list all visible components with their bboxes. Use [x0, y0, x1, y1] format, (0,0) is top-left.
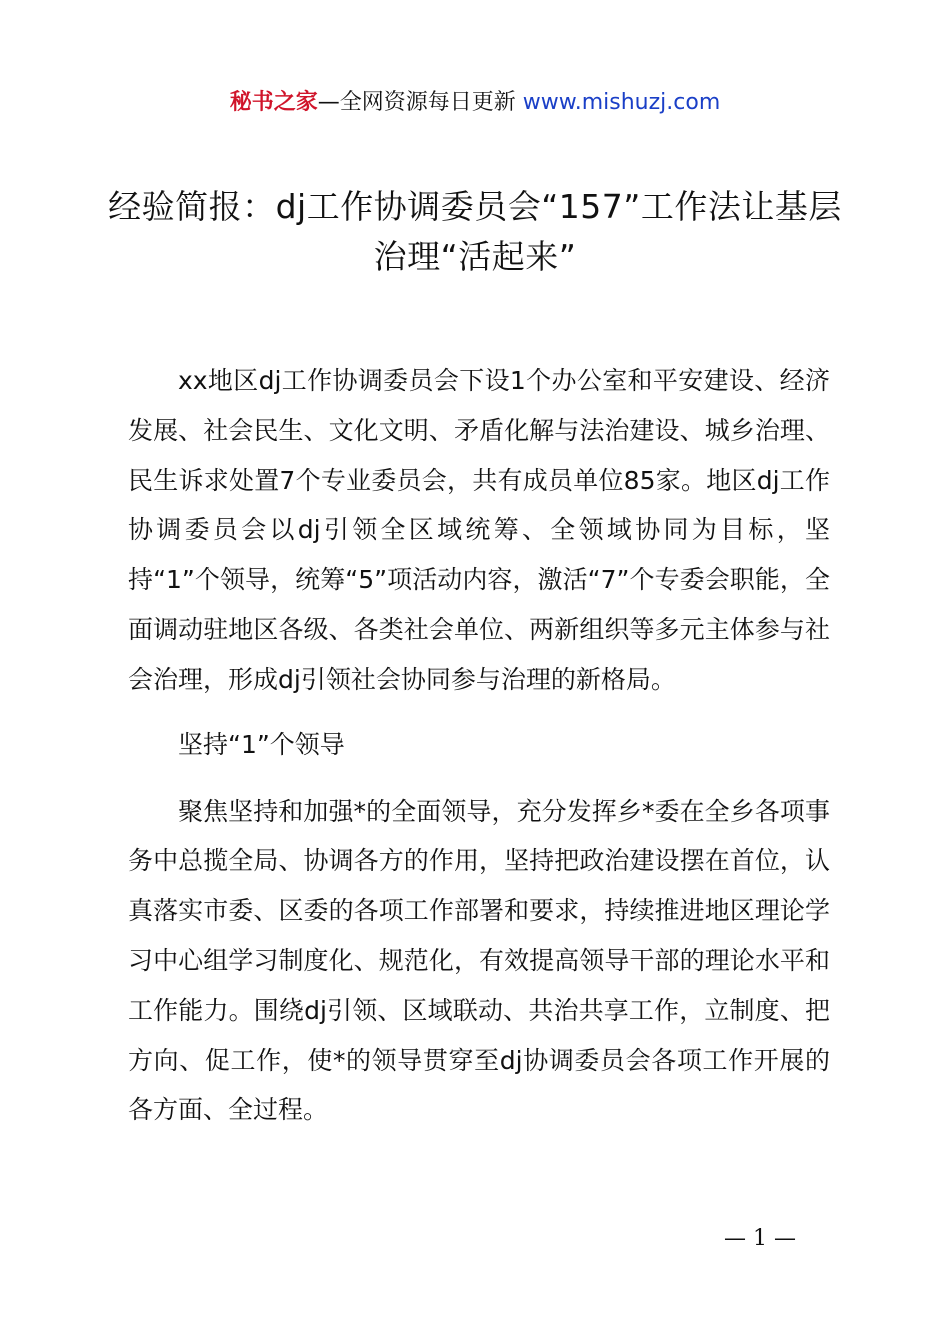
page-number: — 1 — [724, 1226, 796, 1251]
document-title: 经验简报：dj工作协调委员会“157”工作法让基层治理“活起来” [108, 187, 842, 276]
intro-paragraph: xx地区dj工作协调委员会下设1个办公室和平安建设、经济发展、社会民生、文化文明、矛盾化解与法治建设、城乡治理、民生诉求处置7个专业委员会，共有成员单位85家。地区dj工作协调委员会以dj引领全区域统筹、全领域协同为目标，坚持“1”个领导，统筹“5”项活动内容，激活“7”个专委会职能，全面调动驻地区各级、各类社会单位、两新组织等多元主体参与社会治理，形成dj引领社会协同参与治理的新格局。 [128, 366, 830, 694]
section-paragraph: 聚焦坚持和加强*的全面领导，充分发挥乡*委在全乡各项事务中总揽全局、协调各方的作用，坚持把政治建设摆在首位，认真落实市委、区委的各项工作部署和要求，持续推进地区理论学习中心组学习制度化、规范化，有效提高领导干部的理论水平和工作能力。围绕dj引领、区域联动、共治共享工作，立制度、把方向、促工作，使*的领导贯穿至dj协调委员会各项工作开展的各方面、全过程。 [128, 796, 830, 1125]
site-header [0, 86, 950, 120]
document-body [128, 356, 830, 1150]
header-tagline: —全网资源每日更新 [317, 90, 523, 115]
brand-name: 秘书之家 [229, 90, 318, 115]
site-url-link[interactable]: www.mishuzj.com [522, 90, 721, 115]
section-heading: 坚持“1”个领导 [178, 729, 345, 759]
